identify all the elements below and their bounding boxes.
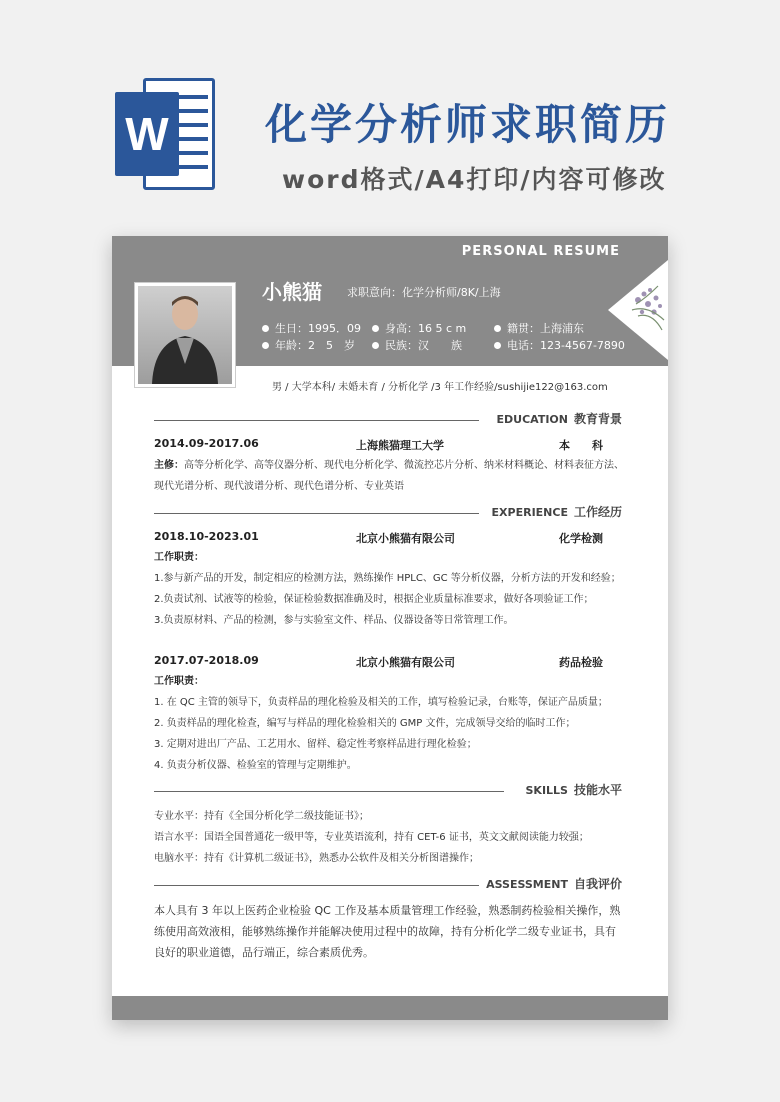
basic-summary: 男 / 大学本科/ 未婚未育 / 分析化学 /3 年工作经验/sushijie122@163.com bbox=[272, 382, 608, 393]
section-education: EDUCATION 教育背景 bbox=[154, 410, 622, 430]
personal-resume-label: PERSONAL RESUME bbox=[461, 244, 620, 259]
bullet-icon bbox=[262, 342, 269, 349]
job-row: 2017.07-2018.09 北京小熊猫有限公司 药品检验 bbox=[154, 654, 603, 669]
candidate-name: 小熊猫 bbox=[262, 280, 322, 304]
word-document-icon bbox=[115, 78, 215, 190]
info-height: 身高：16 5 c m bbox=[372, 320, 466, 336]
info-phone: 电话：123-4567-7890 bbox=[494, 337, 625, 353]
skills-list: 专业水平：持有《全国分析化学二级技能证书》； 语言水平：国语全国普通花一级甲等，专业英语流利，持有 CET-6 证书，英文文献阅读能力较强； 电脑水平：持有《计算机二级证书》，熟悉办公软件及相关分析图谱操作； bbox=[154, 811, 589, 864]
education-degree: 本 科 bbox=[559, 439, 603, 452]
bullet-icon bbox=[262, 325, 269, 332]
info-age: 年龄：2 5 岁 bbox=[262, 337, 355, 353]
info-origin: 籍贯：上海浦东 bbox=[494, 320, 584, 336]
education-row bbox=[154, 437, 624, 453]
word-logo-letter: W bbox=[115, 92, 179, 176]
education-period: 2014.09-2017.06 bbox=[154, 437, 259, 450]
bullet-icon bbox=[372, 342, 379, 349]
assessment-text: 本人具有 3 年以上医药企业检验 QC 工作及基本质量管理工作经验，熟悉制药检验相关操作，熟练使用高效液相，能够熟练操作并能解决使用过程中的故障，持有分析化学二级专业证书，具有良好的职业道德，品行端正，综合素质优秀。 bbox=[154, 904, 621, 959]
footer-band bbox=[112, 996, 668, 1020]
education-major: 主修：高等分析化学、高等仪器分析、现代电分析化学、微流控芯片分析、纳米材料概论、材料表征方法、现代光谱分析、现代波谱分析、现代色谱分析、专业英语 bbox=[154, 460, 624, 492]
person-silhouette-icon bbox=[138, 286, 232, 384]
banner-subtitle: word格式/A4打印/内容可修改 bbox=[282, 165, 667, 194]
banner-title: 化学分析师求职简历 bbox=[265, 100, 671, 149]
section-experience: EXPERIENCE 工作经历 bbox=[154, 503, 622, 523]
info-ethnic: 民族：汉 族 bbox=[372, 337, 462, 353]
job-duties: 工作职责： 1.参与新产品的开发，制定相应的检测方法，熟练操作 HPLC、GC 等分析仪器，分析方法的开发和经验； 2.负责试剂、试液等的检验，保证检验数据准确及时，根据企业质量标准要求，做好各项验证工作； 3.负责原材料、产品的检测，参与实验室文件、样品、仪器设备等日常管理工作。 bbox=[154, 552, 621, 626]
info-birth: 生日：1995．09 bbox=[262, 320, 361, 336]
section-skills: SKILLS 技能水平 bbox=[154, 781, 622, 801]
header-banner bbox=[0, 0, 780, 220]
profile-photo bbox=[134, 282, 236, 388]
job-row: 2018.10-2023.01 北京小熊猫有限公司 化学检测 bbox=[154, 530, 603, 545]
job-intent: 求职意向：化学分析师/8K/上海 bbox=[347, 286, 501, 299]
bullet-icon bbox=[494, 325, 501, 332]
bullet-icon bbox=[494, 342, 501, 349]
section-assessment: ASSESSMENT 自我评价 bbox=[154, 875, 622, 895]
job-duties: 工作职责： 1. 在 QC 主管的领导下，负责样品的理化检验及相关的工作，填写检验记录，台账等，保证产品质量； 2. 负责样品的理化检查，编写与样品的理化检验相关的 GMP 文件，完成领导交给的临时工作； 3. 定期对进出厂产品、工艺用水、留样、稳定性考察样品进行理化检验； 4. 负责分析仪器、检验室的管理与定期维护。 bbox=[154, 676, 608, 771]
bullet-icon bbox=[372, 325, 379, 332]
avatar bbox=[138, 286, 232, 384]
education-school: 上海熊猫理工大学 bbox=[356, 439, 444, 452]
resume-page bbox=[112, 236, 668, 1020]
